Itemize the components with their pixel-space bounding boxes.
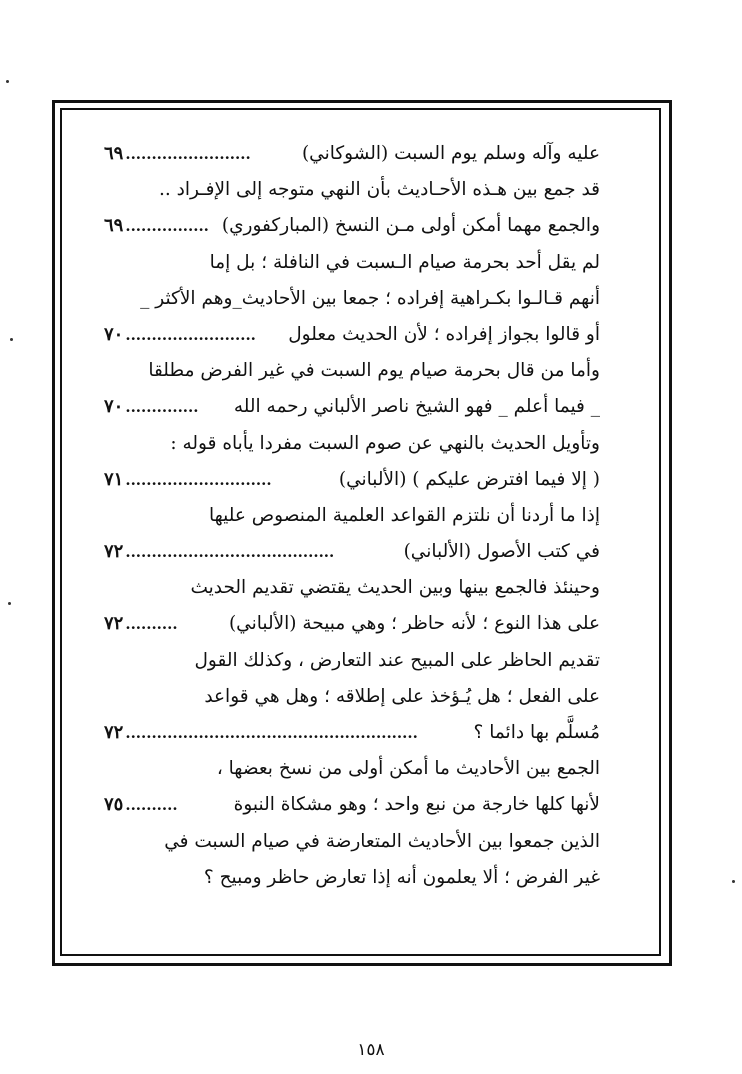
dot-leader: .......... xyxy=(125,615,178,634)
index-entry xyxy=(104,317,600,353)
index-entry xyxy=(104,136,600,172)
dot-leader: ............................ xyxy=(125,470,272,489)
dot-leader: ........................ xyxy=(125,145,251,163)
dot-leader: ................ xyxy=(125,217,209,236)
index-entry xyxy=(104,606,600,642)
entry-text: عليه وآله وسلم يوم السبت (الشوكاني) xyxy=(301,143,600,164)
text-line: على الفعل ؛ هل يُـؤخذ على إطلاقه ؛ وهل هي قواعد xyxy=(204,685,600,707)
entry-page-number: ٧٢ xyxy=(104,613,124,635)
text-line: قد جمع بين هـذه الأحـاديث بأن النهي متوجه إلى الإفـراد .. xyxy=(158,179,600,201)
entry-page-number: ٧١ xyxy=(104,468,124,490)
scan-speck xyxy=(732,880,735,883)
index-lines xyxy=(104,136,600,896)
text-line: الجمع بين الأحاديث ما أمكن أولى من نسخ بعضها ، xyxy=(216,758,600,780)
dot-leader: ........................................ xyxy=(125,543,335,562)
entry-page-number: ٧٥ xyxy=(104,794,124,816)
entry-page-number: ٧٠ xyxy=(104,396,124,418)
index-entry xyxy=(104,787,600,823)
index-entry xyxy=(104,715,600,751)
scan-speck xyxy=(10,338,13,341)
text-line: الذين جمعوا بين الأحاديث المتعارضة في صيام السبت في xyxy=(164,830,600,852)
text-line: أنهم قـالـوا بكـراهية إفراده ؛ جمعا بين الأحاديث_وهم الأكثر _ xyxy=(140,287,600,309)
entry-page-number: ٧٢ xyxy=(104,722,124,743)
text-line: لم يقل أحد بحرمة صيام الـسبت في النافلة ؛ بل إما xyxy=(209,251,600,273)
scan-speck xyxy=(8,602,11,605)
entry-page-number: ٦٩ xyxy=(104,215,124,237)
entry-page-number: ٧٢ xyxy=(104,541,124,563)
index-entry xyxy=(104,534,600,570)
text-line: إذا ما أردنا أن نلتزم القواعد العلمية المنصوص عليها xyxy=(209,504,600,526)
page-number: ١٥٨ xyxy=(357,1040,385,1060)
entry-text: مُسلَّم بها دائما ؟ xyxy=(473,722,600,743)
entry-text: _ فيما أعلم _ فهو الشيخ ناصر الألباني رحمه الله xyxy=(233,396,600,418)
scan-speck xyxy=(6,80,9,83)
entry-text: لأنها كلها خارجة من نبع واحد ؛ وهو مشكاة النبوة xyxy=(233,794,600,816)
text-line: تقديم الحاظر على المبيح عند التعارض ، وكذلك القول xyxy=(194,649,600,671)
index-entry xyxy=(104,462,600,498)
entry-text: ( إلا فيما افترض عليكم ) (الألباني) xyxy=(338,468,600,490)
text-line: وتأويل الحديث بالنهي عن صوم السبت مفردا يأباه قوله : xyxy=(170,432,600,454)
text-line: وأما من قال بحرمة صيام يوم السبت في غير الفرض مطلقا xyxy=(148,360,600,382)
index-entry xyxy=(104,208,600,244)
entry-text: على هذا النوع ؛ لأنه حاظر ؛ وهي مبيحة (الألباني) xyxy=(228,613,600,635)
dot-leader: ......................... xyxy=(125,325,256,344)
text-line: وحينئذ فالجمع بينها وبين الحديث يقتضي تقديم الحديث xyxy=(190,577,600,599)
text-line: غير الفرض ؛ ألا يعلمون أنه إذا تعارض حاظر ومبيح ؟ xyxy=(203,866,600,888)
entry-page-number: ٦٩ xyxy=(104,143,124,164)
dot-leader: ........................................................ xyxy=(125,724,418,742)
dot-leader: .......... xyxy=(125,796,178,815)
dot-leader: .............. xyxy=(125,398,199,417)
entry-page-number: ٧٠ xyxy=(104,323,124,345)
entry-text: والجمع مهما أمكن أولى مـن النسخ (المباركفوري) xyxy=(221,215,600,237)
entry-text: أو قالوا بجواز إفراده ؛ لأن الحديث معلول xyxy=(288,323,600,345)
index-entry xyxy=(104,389,600,425)
entry-text: في كتب الأصول (الألباني) xyxy=(403,541,600,563)
